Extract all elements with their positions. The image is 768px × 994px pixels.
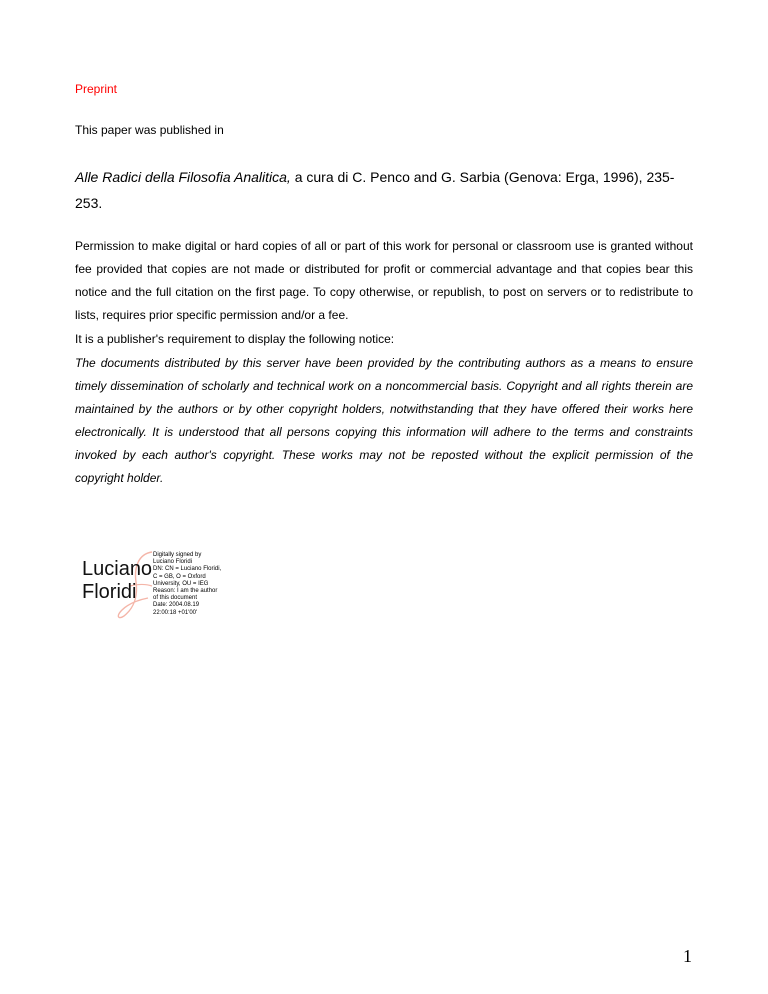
citation	[75, 164, 691, 216]
publisher-requirement: It is a publisher's requirement to display the following notice:	[75, 332, 395, 346]
signature-details: Digitally signed by Luciano Floridi DN: CN = Luciano Floridi, C = GB, O = Oxford University, OU = IEG Reason: I am the author of this document Date: 2004.08.19 22:00:18 +01'00'	[153, 552, 222, 616]
digital-signature[interactable]	[82, 550, 262, 625]
signer-name	[82, 558, 152, 604]
citation-details: a cura di C. Penco and G. Sarbia (Genova: Erga, 1996), 235-253.	[75, 169, 675, 211]
citation-title: Alle Radici della Filosofia Analitica,	[75, 169, 291, 185]
copyright-notice: The documents distributed by this server have been provided by the contributing authors as a means to ensure timely dissemination of scholarly and technical work on a noncommercial basis. Copyright and all rights therein are maintained by the authors or by other copyright holders, notwithstanding that they have offered their works here electronically. It is understood that all persons copying this information will adhere to the terms and constraints invoked by each author's copyright. These works may not be reposted without the explicit permission of the copyright holder.	[75, 356, 693, 485]
preprint-label: Preprint	[75, 82, 118, 96]
page-number: 1	[683, 946, 692, 966]
signer-first-name: Luciano	[82, 558, 153, 580]
permission-paragraph: Permission to make digital or hard copies of all or part of this work for personal or classroom use is granted without fee provided that copies are not made or distributed for profit or commercial advantage and that copies bear this notice and the full citation on the first page. To copy otherwise, or republish, to post on servers or to redistribute to lists, requires prior specific permission and/or a fee.	[75, 239, 693, 322]
signer-last-name: Floridi	[82, 581, 137, 603]
publication-intro: This paper was published in	[75, 123, 224, 137]
